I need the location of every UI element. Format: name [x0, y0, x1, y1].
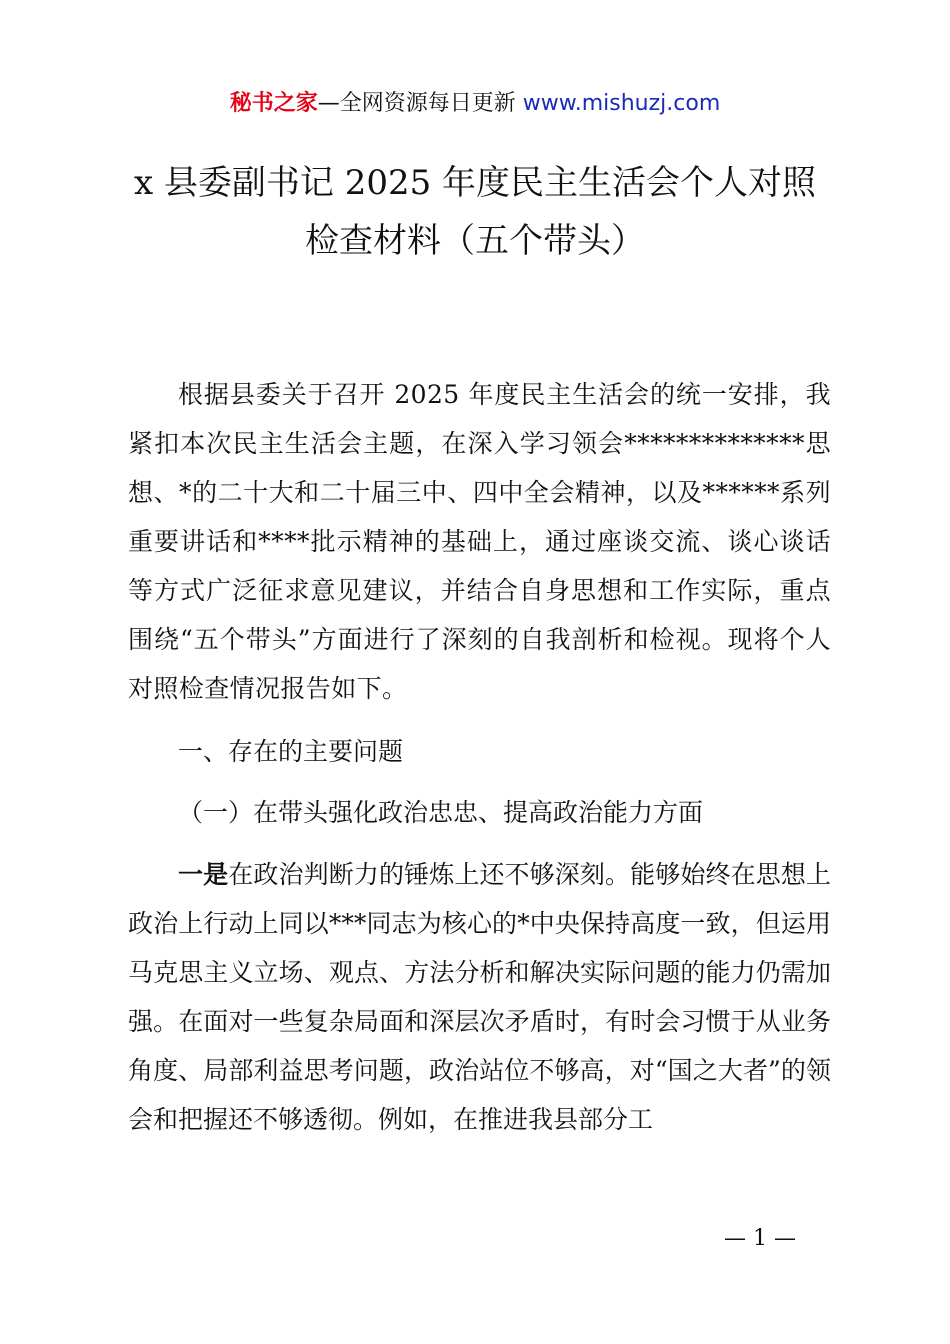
- site-url-link[interactable]: www.mishuzj.com: [522, 91, 721, 116]
- document-title-line-2: 检查材料（五个带头）: [305, 221, 645, 261]
- section-heading: 一、存在的主要问题: [178, 737, 404, 766]
- header-tagline: —全网资源每日更新: [317, 91, 523, 116]
- document-title-line-1: x 县委副书记 2025 年度民主生活会个人对照: [133, 163, 817, 203]
- site-header: [0, 86, 950, 122]
- document-title: [60, 154, 890, 270]
- subsection-heading: （一）在带头强化政治忠忠、提高政治能力方面: [178, 798, 704, 827]
- point-text: 在政治判断力的锤炼上还不够深刻。能够始终在思想上政治上行动上同以***同志为核心的*中央保持高度一致，但运用马克思主义立场、观点、方法分析和解决实际问题的能力仍需加强。在面对一些复杂局面和深层次矛盾时，有时会习惯于从业务角度、局部利益思考问题，政治站位不够高，对“国之大者”的领会和把握还不够透彻。例如，在推进我县部分工: [128, 860, 831, 1134]
- page-number: — 1 —: [724, 1226, 796, 1251]
- point-lead: 一是: [178, 860, 229, 889]
- document-body: [128, 370, 831, 1144]
- intro-paragraph: 根据县委关于召开 2025 年度民主生活会的统一安排，我紧扣本次民主生活会主题，在深入学习领会**************思想、*的二十大和二十届三中、四中全会精神，以及******系列重要讲话和****批示精神的基础上，通过座谈交流、谈心谈话等方式广泛征求意见建议，并结合自身思想和工作实际，重点围绕“五个带头”方面进行了深刻的自我剖析和检视。现将个人对照检查情况报告如下。: [128, 380, 831, 703]
- brand-name: 秘书之家: [229, 91, 318, 116]
- point-paragraph: [128, 850, 831, 1144]
